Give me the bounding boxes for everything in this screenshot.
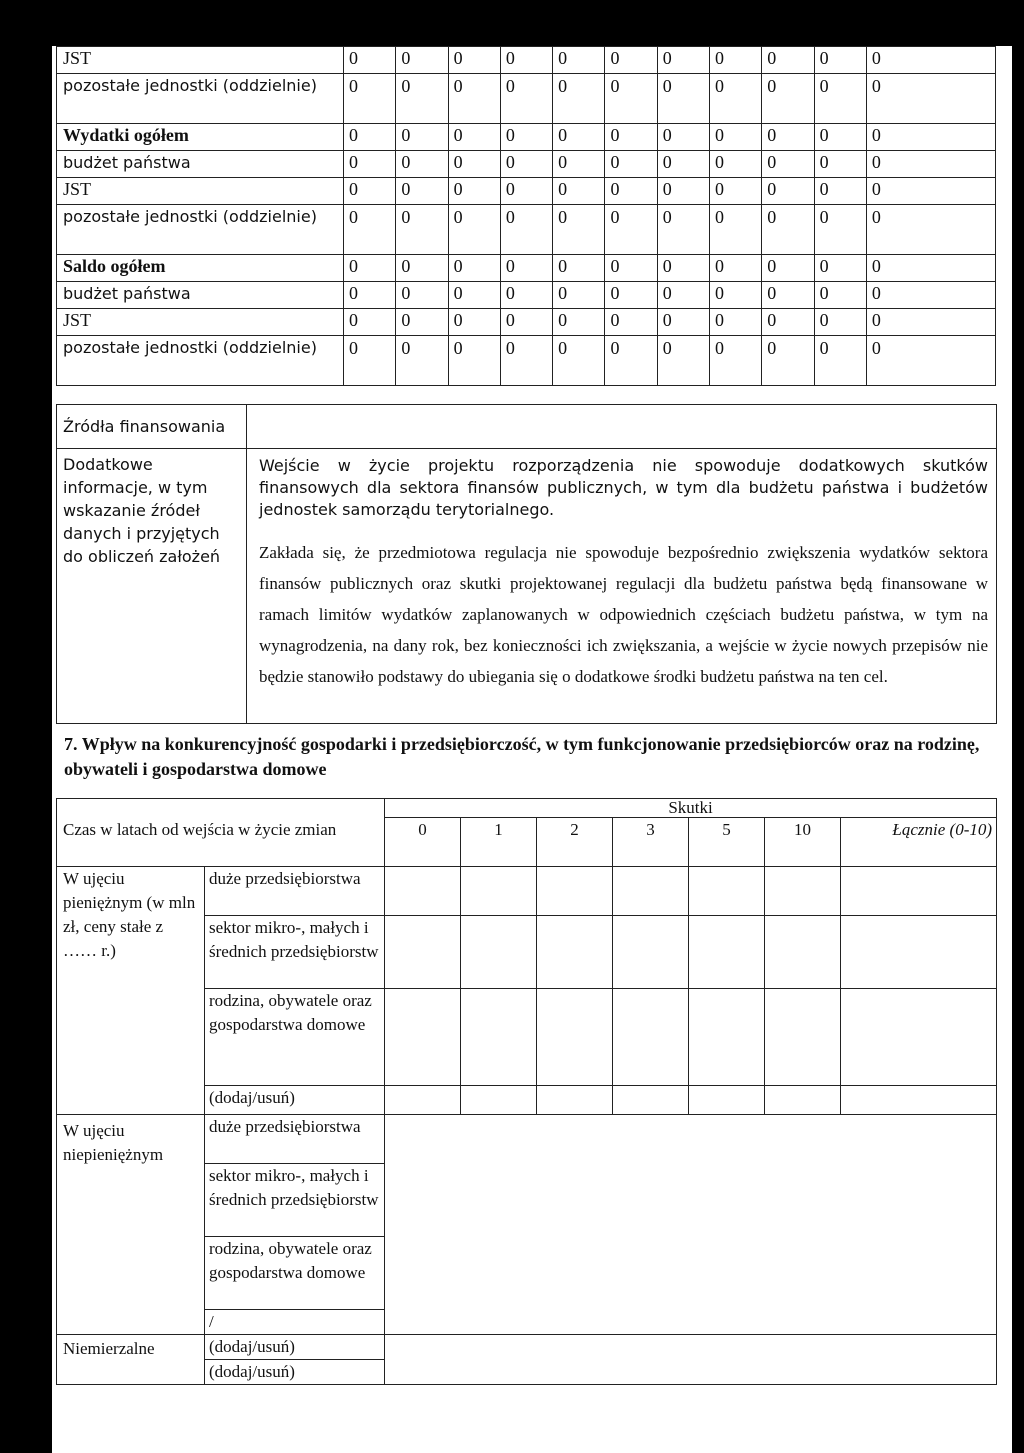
budget-cell: 0 bbox=[657, 151, 709, 178]
budget-cell: 0 bbox=[396, 282, 448, 309]
budget-cell: 0 bbox=[657, 47, 709, 74]
budget-cell: 0 bbox=[605, 151, 657, 178]
additional-info-paragraph-1: Wejście w życie projektu rozporządzenia nie spowoduje dodatkowych skutków finansowych dla sektora finansów publicznych, w tym dla budżetu państwa i budżetów jednostek samorządu terytorialnego. bbox=[259, 456, 988, 519]
budget-cell: 0 bbox=[866, 255, 995, 282]
budget-row bbox=[57, 309, 996, 336]
budget-cell: 0 bbox=[762, 309, 814, 336]
budget-cell: 0 bbox=[396, 178, 448, 205]
add-remove-link-1[interactable]: (dodaj/usuń) bbox=[205, 1086, 385, 1115]
budget-cell: 0 bbox=[762, 124, 814, 151]
budget-cell: 0 bbox=[657, 282, 709, 309]
budget-cell: 0 bbox=[448, 282, 500, 309]
financing-sources-value bbox=[247, 405, 997, 449]
unmeasurable-value-cell bbox=[385, 1335, 997, 1385]
budget-cell: 0 bbox=[500, 47, 552, 74]
budget-cell: 0 bbox=[553, 74, 605, 124]
budget-cell: 0 bbox=[762, 178, 814, 205]
budget-cell: 0 bbox=[657, 124, 709, 151]
budget-cell: 0 bbox=[762, 255, 814, 282]
budget-cell: 0 bbox=[710, 151, 762, 178]
budget-cell: 0 bbox=[710, 205, 762, 255]
budget-cell: 0 bbox=[500, 74, 552, 124]
budget-cell: 0 bbox=[553, 309, 605, 336]
budget-cell: 0 bbox=[866, 178, 995, 205]
budget-cell: 0 bbox=[396, 336, 448, 386]
budget-cell: 0 bbox=[814, 178, 866, 205]
budget-cell: 0 bbox=[866, 151, 995, 178]
budget-cell: 0 bbox=[396, 74, 448, 124]
budget-cell: 0 bbox=[553, 282, 605, 309]
budget-cell: 0 bbox=[344, 178, 396, 205]
budget-cell: 0 bbox=[448, 336, 500, 386]
additional-info-label: Dodatkowe informacje, w tym wskazanie źródeł danych i przyjętych do obliczeń założeń bbox=[57, 449, 247, 724]
unmeasurable-label: Niemierzalne bbox=[57, 1335, 205, 1385]
year-header: 10 bbox=[765, 818, 841, 867]
budget-cell: 0 bbox=[657, 205, 709, 255]
budget-cell: 0 bbox=[762, 205, 814, 255]
nonmonetary-label: W ujęciu niepieniężnym bbox=[57, 1115, 205, 1335]
budget-cell: 0 bbox=[814, 282, 866, 309]
budget-cell: 0 bbox=[814, 309, 866, 336]
additional-info-paragraph-2: Zakłada się, że przedmiotowa regulacja nie spowoduje bezpośrednio zwiększenia wydatków sektora finansów publicznych oraz skutki projektowanej regulacji dla budżetu państwa będą finansowane w ramach limitów wydatków zaplanowanych w odpowiednich częściach budżetu państwa, w tym na wynagrodzenia, na dany rok, bez konieczności ich zwiększania, a wejście w życie nowych przepisów nie będzie stanowiło podstawy do ubiegania się o dodatkowe środki budżetu państwa na ten cel. bbox=[259, 543, 988, 686]
budget-cell: 0 bbox=[866, 336, 995, 386]
monetary-label: W ujęciu pieniężnym (w mln zł, ceny stałe z …… r.) bbox=[57, 867, 205, 1086]
budget-cell: 0 bbox=[605, 336, 657, 386]
budget-row bbox=[57, 282, 996, 309]
budget-cell: 0 bbox=[553, 255, 605, 282]
budget-row bbox=[57, 205, 996, 255]
budget-cell: 0 bbox=[814, 74, 866, 124]
budget-cell: 0 bbox=[553, 151, 605, 178]
budget-cell: 0 bbox=[500, 178, 552, 205]
year-header: 1 bbox=[461, 818, 537, 867]
budget-row bbox=[57, 74, 996, 124]
budget-row-label: budżet państwa bbox=[57, 282, 344, 309]
year-header: 2 bbox=[537, 818, 613, 867]
budget-cell: 0 bbox=[657, 336, 709, 386]
budget-cell: 0 bbox=[657, 309, 709, 336]
budget-row-label: Wydatki ogółem bbox=[57, 124, 344, 151]
total-header: Łącznie (0-10) bbox=[841, 818, 997, 867]
budget-cell: 0 bbox=[448, 124, 500, 151]
budget-cell: 0 bbox=[710, 178, 762, 205]
budget-cell: 0 bbox=[448, 309, 500, 336]
budget-row-label: JST bbox=[57, 178, 344, 205]
budget-cell: 0 bbox=[762, 282, 814, 309]
budget-cell: 0 bbox=[605, 255, 657, 282]
budget-row bbox=[57, 124, 996, 151]
scan-top-border bbox=[0, 0, 1024, 46]
budget-cell: 0 bbox=[448, 151, 500, 178]
financing-table bbox=[56, 404, 997, 724]
budget-cell: 0 bbox=[553, 178, 605, 205]
budget-row bbox=[57, 47, 996, 74]
budget-cell: 0 bbox=[605, 74, 657, 124]
nonmonetary-value-cell bbox=[385, 1115, 997, 1335]
budget-row bbox=[57, 336, 996, 386]
financing-sources-label: Źródła finansowania bbox=[57, 405, 247, 449]
time-label: Czas w latach od wejścia w życie zmian bbox=[57, 818, 385, 867]
budget-cell: 0 bbox=[866, 309, 995, 336]
budget-cell: 0 bbox=[814, 336, 866, 386]
year-header: 0 bbox=[385, 818, 461, 867]
scan-left-border bbox=[0, 0, 52, 1453]
budget-cell: 0 bbox=[762, 151, 814, 178]
budget-cell: 0 bbox=[814, 255, 866, 282]
budget-cell: 0 bbox=[814, 151, 866, 178]
budget-cell: 0 bbox=[866, 282, 995, 309]
budget-cell: 0 bbox=[344, 151, 396, 178]
budget-cell: 0 bbox=[762, 336, 814, 386]
budget-cell: 0 bbox=[500, 336, 552, 386]
add-remove-link-3[interactable]: (dodaj/usuń) bbox=[205, 1360, 385, 1385]
budget-cell: 0 bbox=[605, 309, 657, 336]
budget-cell: 0 bbox=[814, 124, 866, 151]
year-header: 3 bbox=[613, 818, 689, 867]
skutki-header: Skutki bbox=[385, 799, 997, 818]
budget-cell: 0 bbox=[396, 255, 448, 282]
budget-cell: 0 bbox=[605, 124, 657, 151]
monetary-row-large: duże przedsiębiorstwa bbox=[205, 867, 385, 916]
budget-cell: 0 bbox=[710, 309, 762, 336]
budget-cell: 0 bbox=[710, 336, 762, 386]
budget-cell: 0 bbox=[344, 282, 396, 309]
budget-cell: 0 bbox=[553, 47, 605, 74]
budget-table bbox=[56, 46, 996, 386]
budget-row-label: JST bbox=[57, 309, 344, 336]
budget-cell: 0 bbox=[814, 205, 866, 255]
budget-row-label: Saldo ogółem bbox=[57, 255, 344, 282]
budget-cell: 0 bbox=[710, 74, 762, 124]
document-page bbox=[52, 46, 1012, 1453]
budget-cell: 0 bbox=[344, 47, 396, 74]
monetary-row-households: rodzina, obywatele oraz gospodarstwa domowe bbox=[205, 989, 385, 1086]
budget-cell: 0 bbox=[866, 124, 995, 151]
budget-cell: 0 bbox=[396, 205, 448, 255]
budget-row-label: pozostałe jednostki (oddzielnie) bbox=[57, 74, 344, 124]
section-7-heading bbox=[64, 732, 999, 782]
impact-table bbox=[56, 798, 997, 1385]
budget-row-label: pozostałe jednostki (oddzielnie) bbox=[57, 205, 344, 255]
section-title: Wpływ na konkurencyjność gospodarki i przedsiębiorczość, w tym funkcjonowanie przedsiębiorców oraz na rodzinę, obywateli i gospodarstwa domowe bbox=[64, 734, 980, 779]
budget-cell: 0 bbox=[866, 47, 995, 74]
budget-cell: 0 bbox=[448, 74, 500, 124]
budget-cell: 0 bbox=[866, 205, 995, 255]
add-remove-link-2[interactable]: (dodaj/usuń) bbox=[205, 1335, 385, 1360]
budget-cell: 0 bbox=[762, 47, 814, 74]
monetary-row-sme: sektor mikro-, małych i średnich przedsiębiorstw bbox=[205, 916, 385, 989]
budget-cell: 0 bbox=[553, 205, 605, 255]
budget-cell: 0 bbox=[500, 309, 552, 336]
budget-cell: 0 bbox=[396, 151, 448, 178]
budget-cell: 0 bbox=[605, 178, 657, 205]
budget-cell: 0 bbox=[344, 74, 396, 124]
budget-cell: 0 bbox=[657, 178, 709, 205]
budget-cell: 0 bbox=[500, 282, 552, 309]
budget-cell: 0 bbox=[448, 255, 500, 282]
budget-cell: 0 bbox=[448, 178, 500, 205]
nonmonetary-row-households: rodzina, obywatele oraz gospodarstwa domowe bbox=[205, 1237, 385, 1310]
budget-cell: 0 bbox=[657, 255, 709, 282]
budget-cell: 0 bbox=[500, 205, 552, 255]
budget-cell: 0 bbox=[344, 336, 396, 386]
nonmonetary-row-large: duże przedsiębiorstwa bbox=[205, 1115, 385, 1164]
budget-row-label: budżet państwa bbox=[57, 151, 344, 178]
budget-cell: 0 bbox=[605, 282, 657, 309]
budget-cell: 0 bbox=[396, 309, 448, 336]
budget-cell: 0 bbox=[710, 282, 762, 309]
section-number: 7. bbox=[64, 734, 78, 754]
budget-cell: 0 bbox=[710, 255, 762, 282]
budget-cell: 0 bbox=[448, 47, 500, 74]
budget-cell: 0 bbox=[553, 124, 605, 151]
budget-cell: 0 bbox=[448, 205, 500, 255]
budget-cell: 0 bbox=[500, 124, 552, 151]
budget-cell: 0 bbox=[500, 151, 552, 178]
budget-cell: 0 bbox=[866, 74, 995, 124]
budget-cell: 0 bbox=[657, 74, 709, 124]
budget-cell: 0 bbox=[396, 124, 448, 151]
budget-cell: 0 bbox=[344, 205, 396, 255]
budget-cell: 0 bbox=[500, 255, 552, 282]
budget-cell: 0 bbox=[762, 74, 814, 124]
budget-row bbox=[57, 151, 996, 178]
budget-cell: 0 bbox=[710, 124, 762, 151]
budget-cell: 0 bbox=[710, 47, 762, 74]
nonmonetary-slash: / bbox=[205, 1310, 385, 1335]
budget-row-label: pozostałe jednostki (oddzielnie) bbox=[57, 336, 344, 386]
budget-cell: 0 bbox=[344, 255, 396, 282]
budget-row bbox=[57, 255, 996, 282]
budget-cell: 0 bbox=[344, 124, 396, 151]
nonmonetary-row-sme: sektor mikro-, małych i średnich przedsiębiorstw bbox=[205, 1164, 385, 1237]
budget-cell: 0 bbox=[344, 309, 396, 336]
budget-row bbox=[57, 178, 996, 205]
budget-cell: 0 bbox=[605, 205, 657, 255]
year-header: 5 bbox=[689, 818, 765, 867]
budget-cell: 0 bbox=[553, 336, 605, 386]
budget-cell: 0 bbox=[605, 47, 657, 74]
budget-cell: 0 bbox=[396, 47, 448, 74]
budget-cell: 0 bbox=[814, 47, 866, 74]
budget-row-label: JST bbox=[57, 47, 344, 74]
